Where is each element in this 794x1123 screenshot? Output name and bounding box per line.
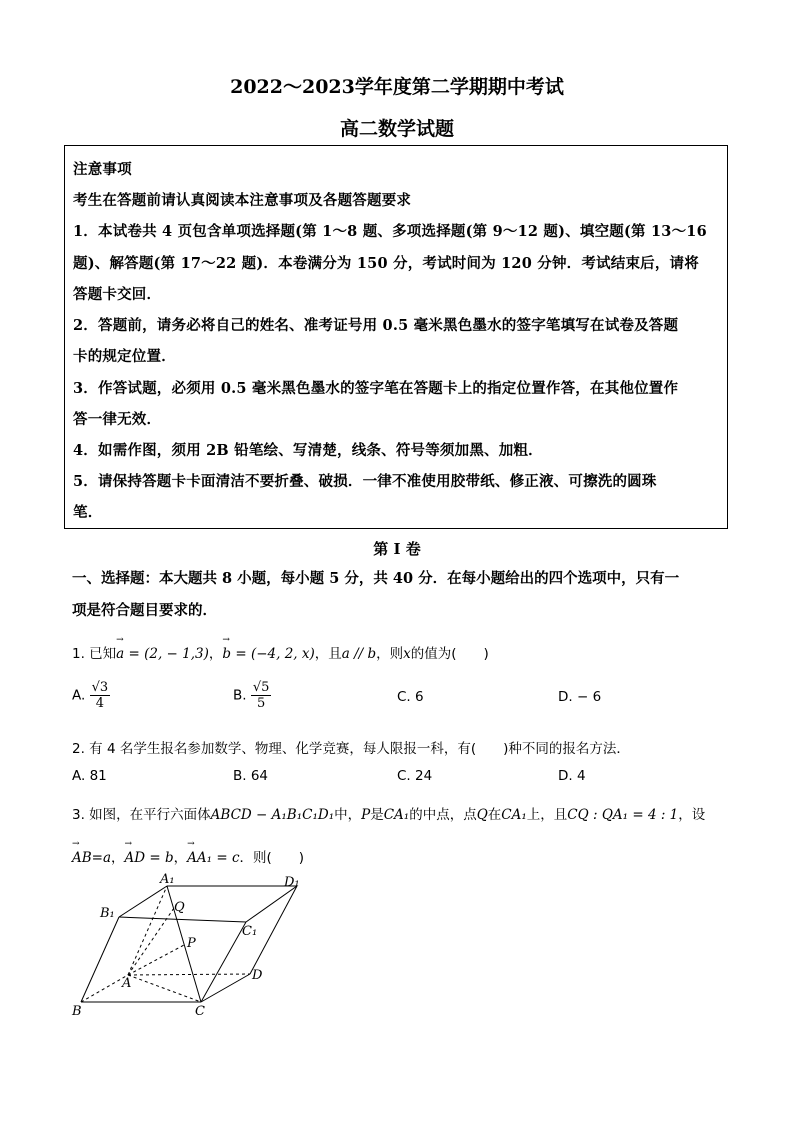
q1-option-a: [72, 680, 110, 711]
q3-text: 3. 如图，在平行六面体: [72, 807, 211, 823]
q3-text: 是: [370, 807, 384, 823]
notice-line: 题)、解答题(第 17～22 题)．本卷满分为 150 分，考试时间为 120 分钟．考试结束后，请将: [73, 255, 699, 272]
edge-c1c: [201, 922, 246, 1002]
hidden-edge-ad: [128, 974, 250, 975]
q1-option-b: [233, 680, 271, 711]
label-b1: B₁: [100, 906, 115, 921]
hidden-edge-aa1: [128, 886, 167, 975]
label-q: Q: [174, 900, 185, 915]
q3-text: ，设: [678, 807, 706, 823]
volume-heading: 第 I 卷: [373, 540, 421, 558]
numerator: √5: [252, 680, 270, 695]
q3-point-q: Q: [476, 807, 488, 823]
numerator: √3: [91, 680, 109, 695]
fraction: [251, 680, 272, 711]
option-label: B.: [233, 687, 247, 704]
denominator: 4: [95, 696, 105, 711]
hidden-diagonal-ac: [128, 975, 201, 1002]
q3-text: 的中点，点: [409, 807, 477, 823]
q2-option-a: A. 81: [72, 768, 107, 784]
q3-point-p: P: [361, 807, 371, 823]
hidden-segment-ap: [128, 945, 184, 975]
q3-text: ．则( ): [239, 850, 305, 866]
question-3: [72, 803, 705, 823]
notice-line: 4．如需作图，须用 2B 铅笔绘、写清楚，线条、符号等须加黑、加粗．: [73, 442, 543, 459]
exam-title: 2022～2023学年度第二学期期中考试: [230, 76, 564, 98]
notice-line: 2．答题前，请务必将自己的姓名、准考证号用 0.5 毫米黑色墨水的签字笔填写在试卷及答题: [73, 317, 679, 334]
q1-prefix: 1. 已知: [72, 646, 117, 662]
q1-vector-a: → a = (2, − 1,3): [116, 646, 209, 662]
label-b: B: [72, 1004, 82, 1019]
q3-segment: CA₁: [501, 807, 527, 823]
exam-subtitle: 高二数学试题: [339, 118, 454, 140]
q3-text: 在: [487, 807, 502, 823]
notice-line: 笔．: [73, 504, 103, 521]
section-instruction: 项是符合题目要求的．: [72, 602, 217, 619]
q3-text: 中，: [334, 807, 362, 823]
edge-d1c1: [246, 886, 297, 922]
notice-box: [64, 145, 728, 529]
notice-line: 答题卡交回．: [73, 286, 162, 303]
q3-text: ，: [111, 850, 125, 866]
q3-text: 上，且: [526, 807, 568, 823]
q3-vector-aa1: → AA₁ = c: [187, 850, 239, 866]
q3-vector-ad: → AD = b: [125, 850, 174, 866]
label-a: A: [122, 976, 132, 991]
question-1: [72, 642, 489, 662]
label-p: P: [187, 936, 196, 951]
q3-solid: ABCD − A₁B₁C₁D₁: [210, 807, 335, 823]
label-a1: A₁: [160, 872, 175, 887]
label-c1: C₁: [242, 924, 258, 939]
denominator: 5: [257, 696, 266, 711]
notice-line: 3．作答试题，必须用 0.5 毫米黑色墨水的签字笔在答题卡上的指定位置作答，在其他位置作: [73, 380, 679, 397]
notice-line: 5．请保持答题卡卡面清洁不要折叠、破损．一律不准使用胶带纸、修正液、可擦洗的圆珠: [73, 473, 657, 490]
notice-line: 卡的规定位置．: [73, 348, 176, 365]
q1-option-c: C. 6: [397, 689, 424, 705]
edge-c1b1: [119, 917, 246, 922]
notice-line: 考生在答题前请认真阅读本注意事项及各题答题要求: [73, 192, 412, 209]
q1-separator: ，: [208, 646, 223, 662]
question-2: 2. 有 4 名学生报名参加数学、物理、化学竞赛，每人限报一科，有( )种不同的报名方法．: [72, 741, 630, 757]
notice-heading: 注意事项: [73, 161, 132, 178]
q1-parallel: a // b: [341, 646, 377, 662]
parallelepiped-figure: [66, 872, 316, 1022]
edge-b1b: [81, 917, 119, 1002]
label-c: C: [195, 1004, 205, 1019]
question-3-line-2: [72, 846, 304, 866]
q1-vector-b: → b = (−4, 2, x): [222, 646, 314, 662]
q3-text: ，: [173, 850, 188, 866]
q2-option-d: D. 4: [558, 768, 586, 784]
fraction: [90, 680, 111, 711]
q2-option-c: C. 24: [397, 768, 433, 784]
q3-segment: CA₁: [383, 807, 410, 823]
option-label: A.: [72, 687, 86, 704]
section-instruction: 一、选择题：本大题共 8 小题，每小题 5 分，共 40 分．在每小题给出的四个选项中，只有一: [72, 570, 680, 587]
notice-line: 1．本试卷共 4 页包含单项选择题(第 1～8 题、多项选择题(第 9～12 题)、填空题(第 13～16: [73, 223, 707, 240]
q1-option-d: D. − 6: [558, 689, 602, 705]
label-d: D: [252, 968, 263, 983]
notice-line: 答一律无效．: [73, 411, 162, 428]
q3-vector-ab: → AB=a: [72, 850, 111, 866]
q1-suffix: ，则: [376, 646, 404, 662]
q1-middle: ，且: [314, 646, 342, 662]
q1-variable: x: [403, 646, 411, 662]
q2-option-b: B. 64: [233, 768, 269, 784]
hidden-edge-ba: [81, 975, 128, 1002]
q3-ratio: CQ : QA₁ = 4 : 1: [567, 807, 679, 823]
label-d1: D₁: [284, 875, 300, 890]
q1-end: 的值为( ): [410, 646, 489, 662]
